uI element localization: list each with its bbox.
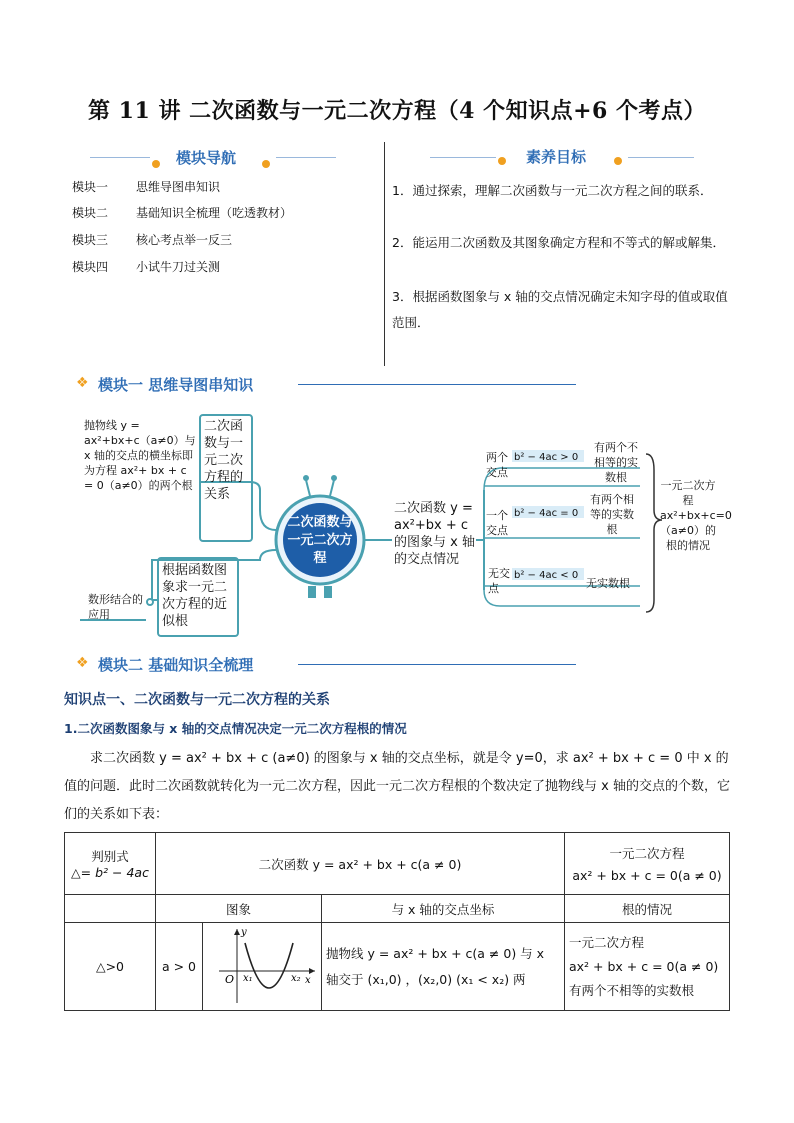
knowledge-point-title: 知识点一、二次函数与一元二次方程的关系 [64,692,330,708]
diamond-icon: ❖ [76,655,89,671]
module1-heading: 模块一 思维导图串知识 [98,376,254,394]
dot-icon [152,153,160,172]
case-result: 有两个相等的实数根 [590,493,634,536]
parabola-graph [203,923,321,1007]
divider [298,384,576,385]
table-cell [65,895,156,923]
table-row-a: a > 0 [156,923,203,1011]
table-cell-text: 一元二次方程 [569,934,645,950]
mindmap-left-top-desc: 抛物线 y = ax²+bx+c（a≠0）与 x 轴的交点的横坐标即为方程 ax²+ bx + c = 0（a≠0）的两个根 [84,419,196,492]
nav-item-key: 模块一 [72,180,109,194]
table-header-roots: 根的情况 [565,895,730,923]
nav-item [72,231,232,248]
divider [298,664,576,665]
table-cell-text: 有两个不相等的实数根 [569,982,695,998]
table-header-eq [565,833,730,895]
table-header-text: 判别式 [91,849,129,864]
relation-table [64,832,730,1011]
nav-item [72,178,220,195]
nav-item-text: 小试牛刀过关测 [136,260,221,274]
goal-item: 3．根据函数图象与 x 轴的交点情况确定未知字母的值或取值范围． [392,289,728,330]
nav-item [72,258,220,275]
vertical-divider [384,142,385,366]
case-result: 无实数根 [586,577,630,590]
dot-icon [614,150,622,169]
table-row-roots [565,923,730,1011]
nav-item-text: 基础知识全梳理（吃透教材） [136,206,293,220]
case-condition: b² − 4ac < 0 [514,570,579,581]
table-header-text: ax² + bx + c = 0(a ≠ 0) [572,868,722,883]
diamond-icon: ❖ [76,375,89,391]
paragraph: 求二次函数 y = ax² + bx + c (a≠0) 的图象与 x 轴的交点坐标，就是令 y=0，求 ax² + bx + c = 0 中 x 的值的问题．此时二次函数就转化为一元二次方程，因此一元二次方程根的个数决定了抛物线与 x 轴的交点的个数，它们的关系如下表： [64,751,730,822]
case-condition: b² − 4ac = 0 [514,508,579,519]
divider [430,157,496,158]
goal-item: 2．能运用二次函数及其图象确定方程和不等式的解或解集． [392,235,725,250]
mindmap-left-top-label: 二次函数与一元二次方程的关系 [204,419,244,502]
dot-icon [262,153,270,172]
table-cell-text: ax² + bx + c = 0(a ≠ 0) [569,958,719,974]
dot-icon [498,150,506,169]
table-row-disc: △>0 [65,923,156,1011]
nav-item-text: 核心考点举一反三 [136,233,233,247]
mindmap-center: 二次函数与一元二次方程 [287,515,353,566]
divider [90,157,150,158]
table-header-func: 二次函数 y = ax² + bx + c(a ≠ 0) [156,833,565,895]
case-condition: b² − 4ac > 0 [514,452,579,463]
case-points: 无交点 [488,567,510,595]
nav-item-key: 模块三 [72,233,109,247]
root-label-x2: x₂ [291,973,301,984]
table-header-graph: 图象 [156,895,322,923]
axis-label-x: x [305,975,311,986]
table-row-graph [203,923,322,1011]
nav-item-key: 模块四 [72,260,109,274]
table-row-coord: 抛物线 y = ax² + bx + c(a ≠ 0) 与 x 轴交于 (x₁,0) ，(x₂,0) (x₁ < x₂) 两 [322,923,565,1011]
nav-item [72,204,292,221]
table-header-text: △= b² − 4ac [71,865,149,880]
nav-item-text: 思维导图串知识 [136,180,221,194]
divider [276,157,336,158]
nav-heading: 模块导航 [176,149,237,167]
table-header-text: 一元二次方程 [609,846,685,861]
goal-item: 1．通过探索，理解二次函数与一元二次方程之间的联系． [392,183,713,198]
table-header-coord: 与 x 轴的交点坐标 [322,895,565,923]
mindmap-far-right: 一元二次方程ax²+bx+c=0（a≠0）的根的情况 [660,479,732,552]
origin-label: O [225,973,235,986]
mindmap-left-bottom-label: 根据函数图象求一元二次方程的近似根 [162,563,228,629]
case-result: 有两个不相等的实数根 [594,441,638,484]
mindmap-left-bottom-desc: 数形结合的应用 [88,593,143,621]
knowledge-point-subtitle: 1.二次函数图象与 x 轴的交点情况决定一元二次方程根的情况 [64,721,407,736]
page-title: 第 11 讲 二次函数与一元二次方程（4 个知识点+6 个考点） [88,98,706,124]
nav-item-key: 模块二 [72,206,109,220]
root-label-x1: x₁ [243,973,253,984]
axis-label-y: y [241,927,247,938]
case-points: 两个交点 [486,451,508,479]
mindmap-right-label: 二次函数 y = ax²+bx + c的图象与 x 轴的交点情况 [394,501,475,567]
divider [628,157,694,158]
case-points: 一个交点 [486,509,508,537]
module2-heading: 模块二 基础知识全梳理 [98,656,254,674]
goals-heading: 素养目标 [526,148,587,166]
table-header-disc [65,833,156,895]
